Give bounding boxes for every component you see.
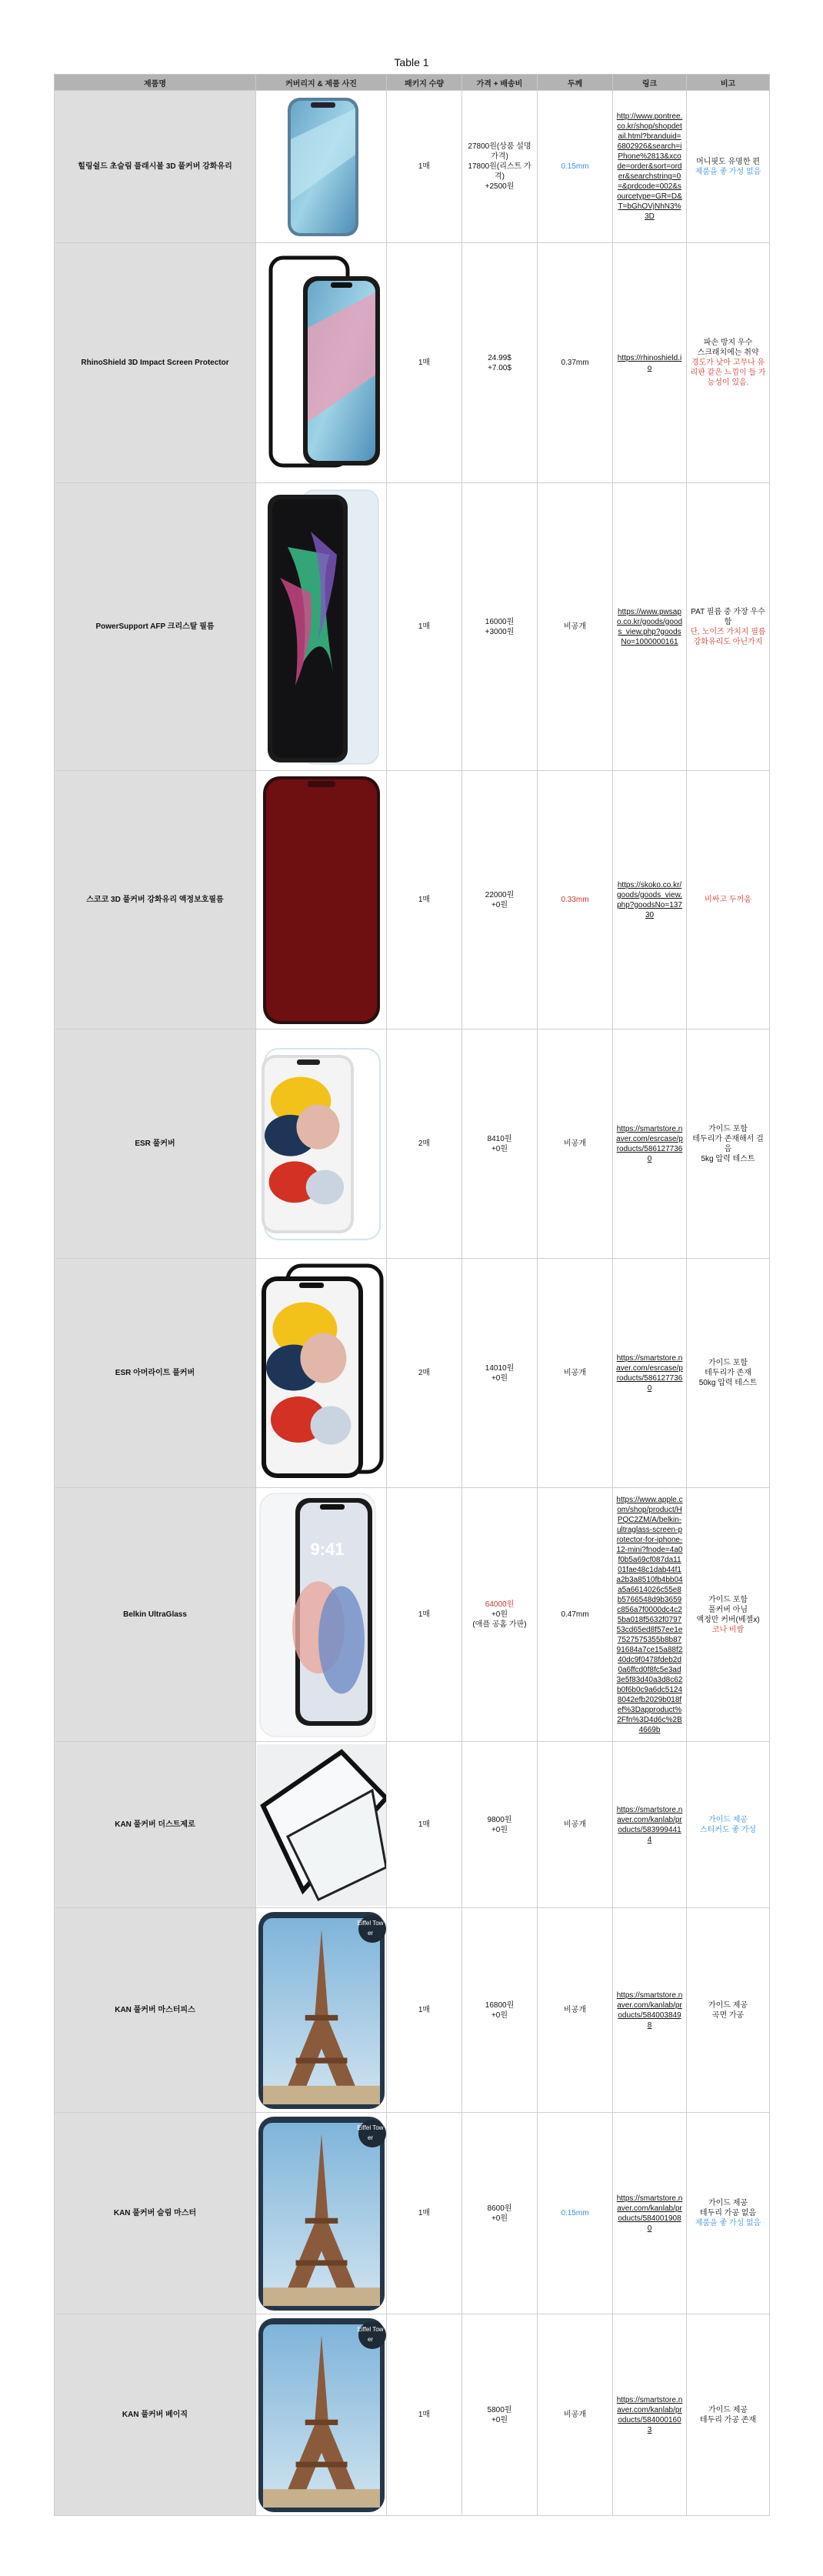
price-line: +0원 [491, 1373, 508, 1383]
quantity-cell: 1매 [387, 1908, 462, 2113]
note-line: 테두리가 존재해서 걸음 [692, 1134, 764, 1153]
product-link[interactable]: https://skoko.co.kr/goods/goods_view.php?goodsNo=13730 [616, 880, 683, 919]
product-photo [256, 2113, 387, 2314]
price-line: 5800원 [487, 2405, 512, 2414]
price-line: +0원 [491, 1144, 508, 1153]
note-line: 머니핏도 유명한 편 [696, 157, 760, 166]
wallpaper-badge-text: Eiffel Tower [357, 2325, 384, 2343]
table-row [55, 1029, 770, 1259]
product-photo [256, 771, 387, 1029]
price-cell [462, 91, 538, 243]
price-cell [462, 1029, 538, 1259]
header-note: 비고 [687, 75, 770, 91]
price-cell [462, 2314, 538, 2516]
note-line: 단, 노이즈 가치지 필름 강화유리도 아닌가지 [690, 627, 766, 646]
link-cell [613, 483, 687, 771]
product-name-cell: ESR 아머라이트 풀커버 [55, 1259, 256, 1488]
quantity-cell: 2매 [387, 1029, 462, 1259]
table-row [55, 1742, 770, 1908]
wallpaper-badge-text: Eiffel Tower [357, 2124, 384, 2141]
link-cell [613, 2314, 687, 2516]
header-price: 가격 + 배송비 [462, 75, 538, 91]
note-line: 가이드 제공 [708, 1815, 748, 1824]
note-line: 스크래치에는 취약 [697, 349, 759, 357]
product-name-cell: ESR 풀커버 [55, 1029, 256, 1259]
quantity-cell: 1매 [387, 243, 462, 483]
product-name-cell: KAN 풀커버 마스터피스 [55, 1908, 256, 2113]
note-line: 50kg 압력 테스트 [698, 1379, 758, 1387]
price-line: 64000원 [485, 1600, 515, 1609]
thickness-cell: 0.15mm [538, 91, 613, 243]
product-name-cell: Belkin UltraGlass [55, 1488, 256, 1742]
price-line: 14010원 [485, 1363, 515, 1373]
price-cell [462, 771, 538, 1029]
product-name-cell: KAN 풀커버 베이직 [55, 2314, 256, 2516]
note-line: 스티커도 좋 가성 [699, 1825, 757, 1834]
thickness-cell: 0.47mm [538, 1488, 613, 1742]
price-line: 16800원 [485, 2000, 515, 2010]
price-cell [462, 1742, 538, 1908]
price-line: 22000원 [485, 890, 515, 899]
table-title: Table 1 [394, 56, 429, 68]
price-line: +3000원 [485, 627, 515, 636]
table-row [55, 1259, 770, 1488]
thickness-cell: 0.15mm [538, 2113, 613, 2314]
note-line: 경도가 낮아 고무나 유리판 같은 느낌이 들 가능성이 있음. [690, 359, 766, 387]
thickness-cell: 0.33mm [538, 771, 613, 1029]
quantity-cell: 1매 [387, 1742, 462, 1908]
header-quantity: 패키지 수량 [387, 75, 462, 91]
note-cell [687, 483, 770, 771]
link-cell [613, 91, 687, 243]
price-line: 8410원 [487, 1134, 512, 1143]
document-page [54, 55, 769, 2516]
note-cell [687, 2314, 770, 2516]
note-line: 곡면 가공 [711, 2010, 745, 2020]
note-cell [687, 771, 770, 1029]
thickness-cell: 비공개 [538, 1742, 613, 1908]
thickness-cell: 비공개 [538, 1908, 613, 2113]
price-line: +7.00$ [488, 363, 511, 372]
link-cell [613, 1488, 687, 1742]
note-line: 액정만 커버(베젤x) [696, 1615, 760, 1624]
note-line: PAT 필름 중 가장 우수함 [691, 607, 765, 626]
link-cell [613, 2113, 687, 2314]
product-link[interactable]: https://smartstore.naver.com/esrcase/products/5861277360 [616, 1353, 683, 1393]
thickness-cell: 비공개 [538, 2314, 613, 2516]
note-line: 풀커버 아님 [708, 1605, 748, 1614]
note-cell [687, 91, 770, 243]
product-photo [256, 1259, 387, 1488]
note-cell [687, 1259, 770, 1488]
table-row [55, 1908, 770, 2113]
note-line: 테두리 가공 존재 [699, 2415, 757, 2424]
product-link[interactable]: http://www.pontree.co.kr/shop/shopdetail.html?branduid=6802926&search=iPhone%2813&xcode=order&sort=order&searchstring=0=&prdcode=002&sourcetype=GR=D&T=bGhOVjNhN3%3D [616, 112, 683, 221]
note-line: 가이드 포함 [708, 1359, 748, 1367]
header-photo: 커버리지 & 제품 사진 [256, 75, 387, 91]
link-cell [613, 243, 687, 483]
price-cell [462, 1488, 538, 1742]
product-photo [256, 483, 387, 771]
note-cell [687, 1908, 770, 2113]
quantity-cell: 1매 [387, 2113, 462, 2314]
price-line: +0원 [491, 2415, 508, 2424]
note-line: 파손 방지 우수 [703, 339, 753, 347]
product-link[interactable]: https://smartstore.naver.com/kanlab/products/5840038498 [616, 1990, 683, 2030]
product-name-cell: 스코코 3D 풀커버 강화유리 액정보호필름 [55, 771, 256, 1029]
note-cell [687, 1742, 770, 1908]
quantity-cell: 1매 [387, 91, 462, 243]
product-photo [256, 1742, 387, 1908]
link-cell [613, 1259, 687, 1488]
product-name-cell: PowerSupport AFP 크리스탈 필름 [55, 483, 256, 771]
note-line: 가이드 포함 [708, 1595, 748, 1604]
thickness-cell: 0.37mm [538, 243, 613, 483]
price-line: +0원 [491, 1825, 508, 1834]
note-line: 5kg 압력 테스트 [701, 1154, 755, 1163]
phone-clock-text: 9:41 [310, 1539, 345, 1559]
product-photo [256, 91, 387, 243]
table-row [55, 2314, 770, 2516]
quantity-cell: 1매 [387, 2314, 462, 2516]
price-line: 16000원 [485, 617, 515, 626]
product-link[interactable]: https://www.pwsapo.co.kr/goods/goods_view.php?goodsNo=1000000161 [616, 607, 683, 646]
note-cell [687, 1029, 770, 1259]
note-line: 코나 비쌈 [711, 1625, 745, 1634]
note-line: 가이드 제공 [708, 2405, 748, 2414]
price-cell [462, 483, 538, 771]
note-cell [687, 2113, 770, 2314]
product-photo [256, 1488, 387, 1742]
price-cell [462, 1908, 538, 2113]
note-line: 테두리 가공 없음 [699, 2209, 757, 2217]
table-row [55, 771, 770, 1029]
note-line: 제품을 좋 가성 없음 [695, 2219, 761, 2227]
note-line: 가이드 제공 [708, 2000, 748, 2010]
product-link[interactable]: https://rhinoshield.io [617, 353, 682, 372]
product-table [54, 74, 770, 2516]
product-link[interactable]: https://smartstore.naver.com/kanlab/products/5839994414 [616, 1805, 683, 1844]
quantity-cell: 1매 [387, 1488, 462, 1742]
product-link[interactable]: https://smartstore.naver.com/esrcase/products/5861277360 [616, 1124, 683, 1163]
product-photo [256, 2314, 387, 2516]
header-row [55, 75, 770, 91]
price-line: 17800원(리스트 가격) [468, 162, 531, 181]
price-line: +0원 [491, 1610, 508, 1619]
quantity-cell: 2매 [387, 1259, 462, 1488]
note-line: 테두리가 존재 [705, 1369, 751, 1377]
product-link[interactable]: https://smartstore.naver.com/kanlab/products/5840019080 [616, 2194, 683, 2233]
thickness-cell: 비공개 [538, 1259, 613, 1488]
table-row [55, 2113, 770, 2314]
header-product-name: 제품명 [55, 75, 256, 91]
note-cell [687, 1488, 770, 1742]
note-line: 비싸고 두꺼움 [705, 896, 751, 904]
product-photo [256, 1029, 387, 1259]
note-line: 가이드 제공 [708, 2199, 748, 2207]
price-line: (애플 공홈 가판) [472, 1620, 527, 1629]
price-line: +2500원 [485, 182, 515, 191]
table-row [55, 91, 770, 243]
price-line: +0원 [491, 2010, 508, 2020]
link-cell [613, 771, 687, 1029]
note-line: 가이드 포함 [708, 1124, 748, 1133]
quantity-cell: 1매 [387, 483, 462, 771]
link-cell [613, 1908, 687, 2113]
note-line: 제품을 좋 가성 없음 [695, 167, 761, 176]
price-cell [462, 243, 538, 483]
price-line: 24.99$ [488, 353, 511, 362]
product-photo [256, 1908, 387, 2113]
price-line: +0원 [491, 900, 508, 909]
price-line: 27800원(상품 설명 가격) [468, 142, 531, 161]
price-cell [462, 1259, 538, 1488]
link-cell [613, 1742, 687, 1908]
price-line: 9800원 [487, 1815, 512, 1824]
table-row [55, 243, 770, 483]
thickness-cell: 비공개 [538, 483, 613, 771]
note-cell [687, 243, 770, 483]
product-name-cell: KAN 풀커버 슬림 마스터 [55, 2113, 256, 2314]
price-line: 8600원 [487, 2204, 512, 2213]
header-thickness: 두께 [538, 75, 613, 91]
price-cell [462, 2113, 538, 2314]
link-cell [613, 1029, 687, 1259]
table-row [55, 1488, 770, 1742]
product-name-cell: 힐링쉴드 초슬림 플래시볼 3D 풀커버 강화유리 [55, 91, 256, 243]
product-name-cell: RhinoShield 3D Impact Screen Protector [55, 243, 256, 483]
product-name-cell: KAN 풀커버 더스트제로 [55, 1742, 256, 1908]
thickness-cell: 비공개 [538, 1029, 613, 1259]
quantity-cell: 1매 [387, 771, 462, 1029]
wallpaper-badge-text: Eiffel Tower [357, 1919, 384, 1937]
header-link: 링크 [613, 75, 687, 91]
product-photo [256, 243, 387, 483]
price-line: +0원 [491, 2214, 508, 2223]
product-link[interactable]: https://www.apple.com/shop/product/HPQC2ZM/A/belkin-ultraglass-screen-protector-for-iphone-12-mini?fnode=4a0f0b5a69cf087da1101fae48c1dab44f1a2b3a8510fb4bb04a5a6614026c55e8b5766548d9b3659c856a7f0000dc4c25ba018f5632f079753cd65ed8f57ee1e7527575355b8b8791684a7ce15a88f240dc9f0478fdeb2d0a6ffcd0f8fc5e3ad3e5f83d40a3d8c62b0f6b0c9a6dc51248042efb2029b018fef%3Dapproduct%2Ffn%3D4d6c%2B4669b [616, 1495, 683, 1734]
table-row [55, 483, 770, 771]
product-link[interactable]: https://smartstore.naver.com/kanlab/products/5840001603 [616, 2395, 683, 2434]
